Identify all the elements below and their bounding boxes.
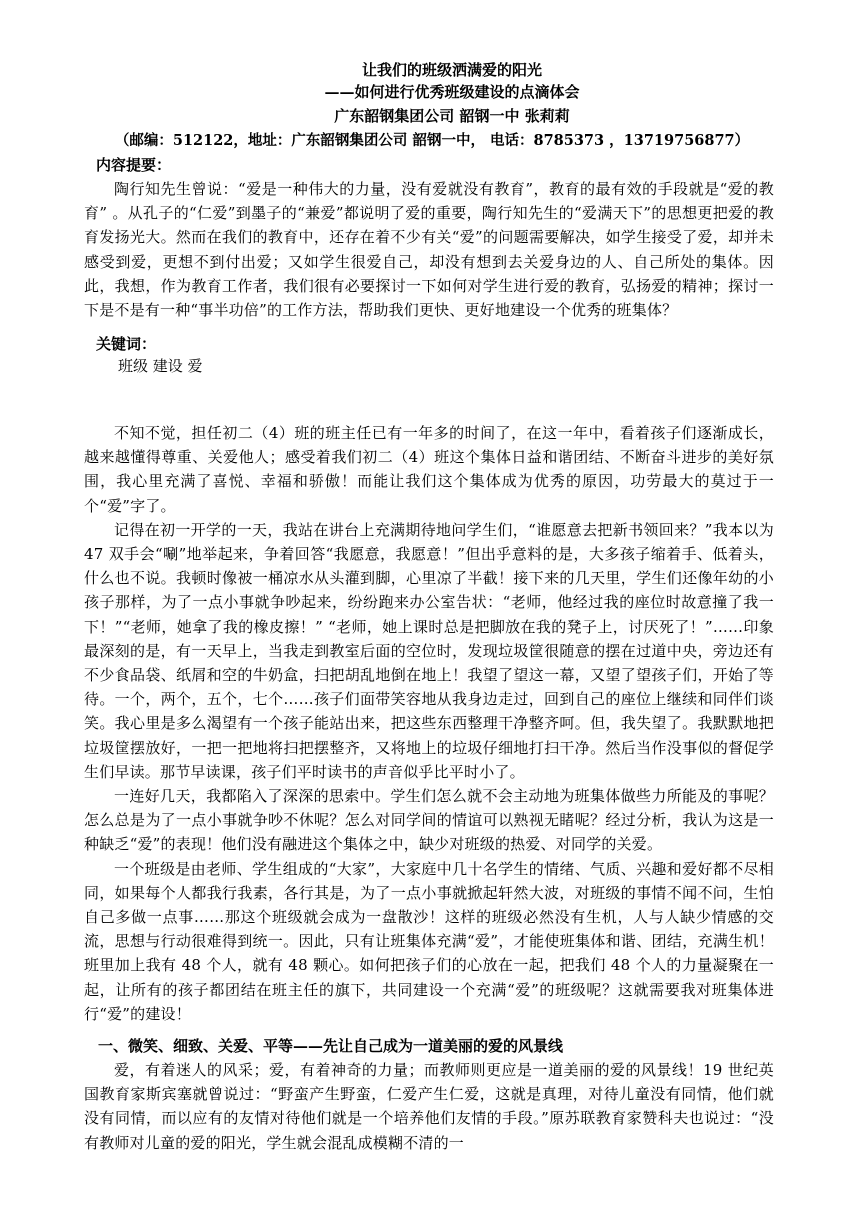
contact-line: （邮编：512122，地址：广东韶钢集团公司 韶钢一中， 电话：8785373 ，13719756877） (114, 132, 750, 149)
abstract-text: 陶行知先生曾说：“爱是一种伟大的力量，没有爱就没有教育”，教育的最有效的手段就是“爱的教育” 。从孔子的“仁爱”到墨子的“兼爱”都说明了爱的重要，陶行知先生的“爱满天下”的思想更把爱的教育发扬光大。然而在我们的教育中，还存在着不少有关“爱”的问题需要解决，如学生接受了爱，却并未感受到爱，更想不到付出爱；又如学生很爱自己，却没有想到去关爱身边的人、自己所处的集体。因此，我想，作为教育工作者，我们很有必要探讨一下如何对学生进行爱的教育，弘扬爱的精神；探讨一下是不是有一种“事半功倍”的工作方法，帮助我们更快、更好地建设一个优秀的班集体？ (84, 180, 774, 320)
section-heading: 一、微笑、细致、关爱、平等——先让自己成为一道美丽的爱的风景线 (98, 1037, 564, 1055)
body-paragraph-4: 一个班级是由老师、学生组成的“大家”，大家庭中几十名学生的情绪、气质、兴趣和爱好都不尽相同，如果每个人都我行我素，各行其是，为了一点小事就掀起轩然大波，对班级的事情不闻不问，生怕自己多做一点事……那这个班级就会成为一盘散沙！这样的班级必然没有生机，人与人缺少情感的交流，思想与行动很难得到统一。因此，只有让班集体充满“爱”，才能使班集体和谐、团结，充满生机！班里加上我有 48 个人，就有 48 颗心。如何把孩子们的心放在一起，把我们 48 个人的力量凝聚在一起，让所有的孩子都团结在班主任的旗下，共同建设一个充满“爱”的班级呢？这就需要我对班集体进行“爱”的建设！ (84, 859, 774, 1023)
body-paragraph-1: 不知不觉，担任初二（4）班的班主任已有一年多的时间了，在这一年中，看着孩子们逐渐成长，越来越懂得尊重、关爱他人；感受着我们初二（4）班这个集体日益和谐团结、不断奋斗进步的美好氛围，我心里充满了喜悦、幸福和骄傲！而能让我们这个集体成为优秀的原因，功劳最大的莫过于一个“爱”字了。 (84, 424, 774, 515)
document-subtitle: ——如何进行优秀班级建设的点滴体会 (324, 83, 580, 101)
abstract-heading: 内容提要： (96, 156, 172, 174)
body-paragraph-3: 一连好几天，我都陷入了深深的思索中。学生们怎么就不会主动地为班集体做些力所能及的事呢？怎么总是为了一点小事就争吵不休呢？怎么对同学间的情谊可以熟视无睹呢？经过分析，我认为这是一种缺乏“爱”的表现！他们没有融进这个集体之中，缺少对班级的热爱、对同学的关爱。 (84, 787, 774, 854)
document-title: 让我们的班级洒满爱的阳光 (361, 61, 542, 79)
body-paragraph-2: 记得在初一开学的一天，我站在讲台上充满期待地问学生们，“谁愿意去把新书领回来？”我本以为 47 双手会“唰”地举起来，争着回答“我愿意，我愿意！”但出乎意料的是，大多孩子缩着手、低着头，什么也不说。我顿时像被一桶凉水从头灌到脚，心里凉了半截！接下来的几天里，学生们还像年幼的小孩子那样，为了一点小事就争吵起来，纷纷跑来办公室告状：“老师，他经过我的座位时故意撞了我一下！”“老师，她拿了我的橡皮擦！” “老师，她上课时总是把脚放在我的凳子上，讨厌死了！”……印象最深刻的是，有一天早上，当我走到教室后面的空位时，发现垃圾筐很随意的摆在过道中央，旁边还有不少食品袋、纸屑和空的牛奶盒，扫把胡乱地倒在地上！我望了望这一幕，又望了望孩子们，开始了等待。一个，两个，五个，七个……孩子们面带笑容地从我身边走过，回到自己的座位上继续和同伴们谈笑。我心里是多么渴望有一个孩子能站出来，把这些东西整理干净整齐呵。但，我失望了。我默默地把垃圾筐摆放好，一把一把地将扫把摆整齐，又将地上的垃圾仔细地打扫干净。然后当作没事似的督促学生们早读。那节早读课，孩子们平时读书的声音似乎比平时小了。 (84, 520, 774, 781)
keywords-heading: 关键词： (96, 335, 157, 353)
section-paragraph: 爱，有着迷人的风采；爱，有着神奇的力量；而教师则更应是一道美丽的爱的风景线！19 世纪英国教育家斯宾塞就曾说过：“野蛮产生野蛮，仁爱产生仁爱，这就是真理，对待儿童没有同情，他们就没有同情，而以应有的友情对待他们就是一个培养他们友情的手段。”原苏联教育家赞科夫也说过：“没有教师对儿童的爱的阳光，学生就会混乱成模糊不清的一 (84, 1061, 774, 1152)
author-line: 广东韶钢集团公司 韶钢一中 张莉莉 (334, 107, 570, 125)
keywords-text: 班级 建设 爱 (118, 357, 203, 375)
abstract-block (84, 177, 774, 322)
body-text (84, 421, 774, 1026)
section-body (84, 1058, 774, 1155)
